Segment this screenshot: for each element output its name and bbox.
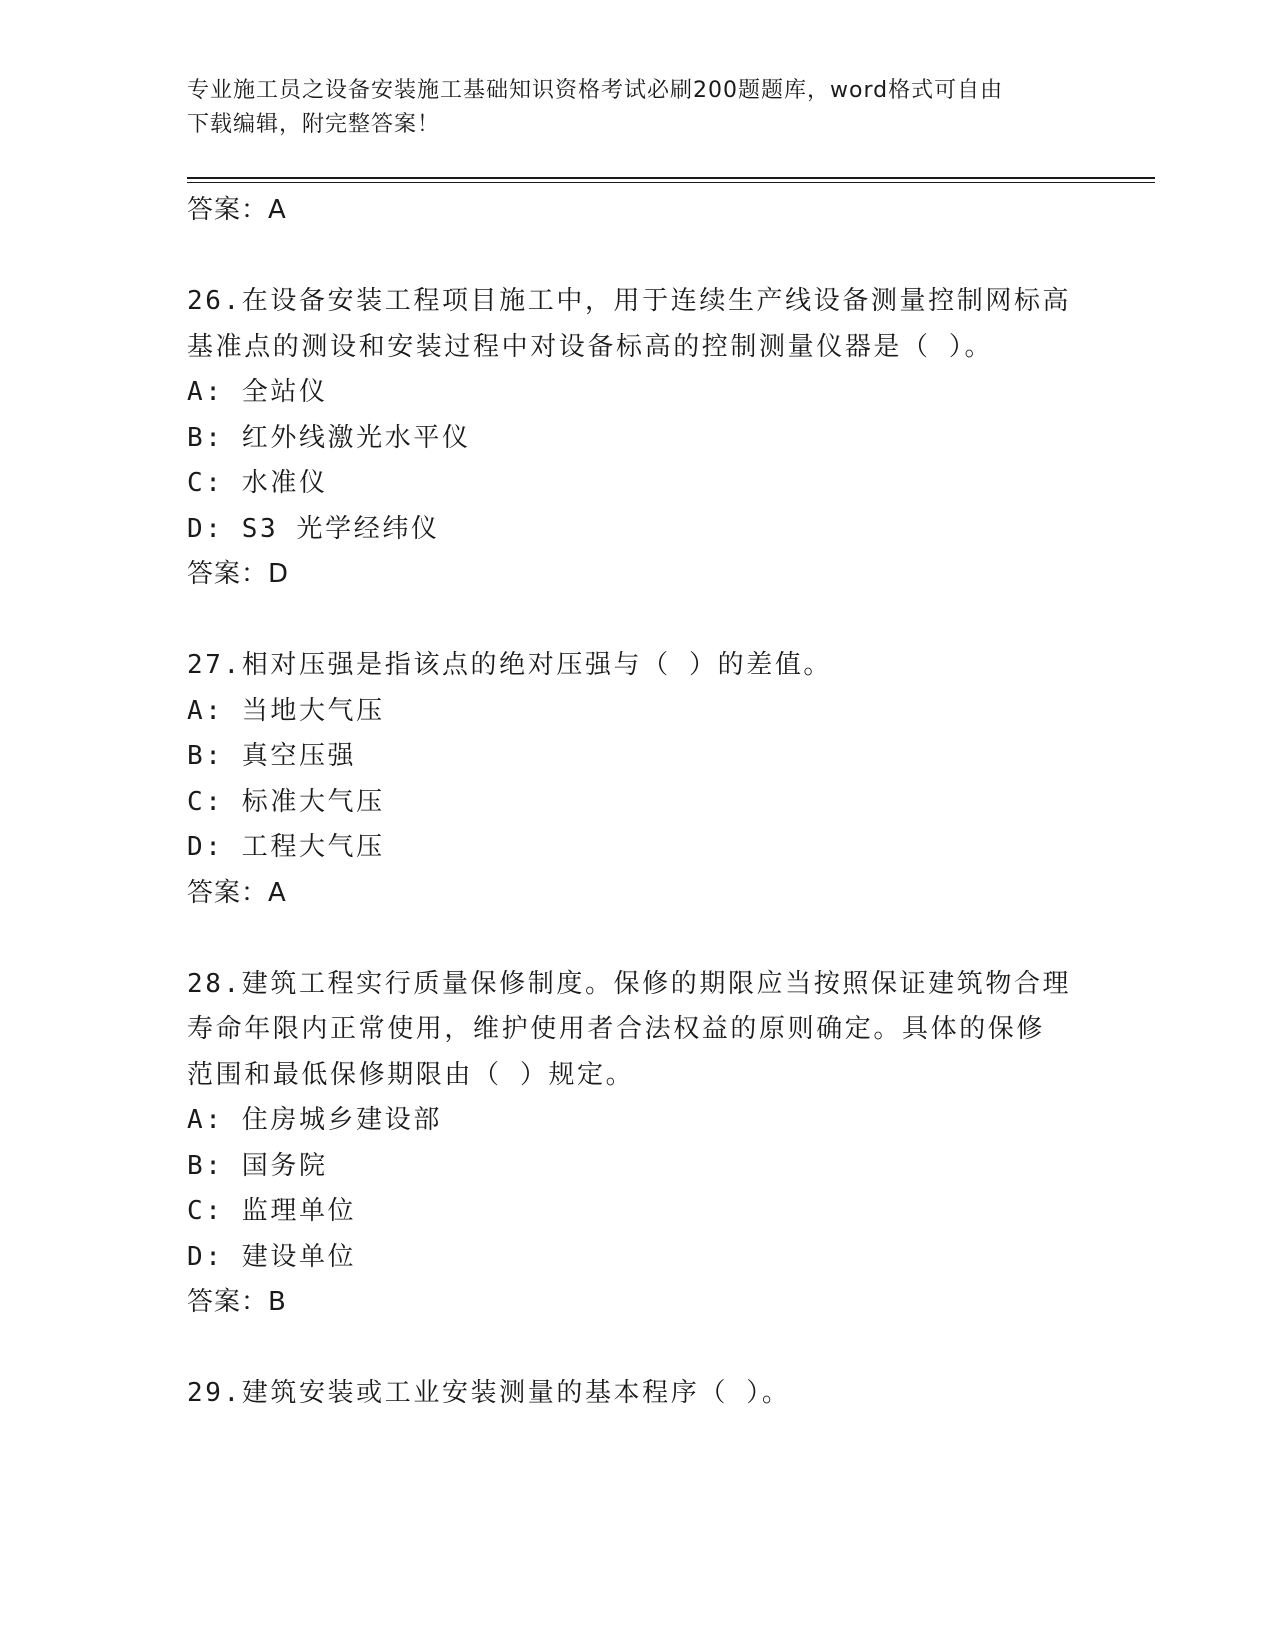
option-item: B: 国务院 bbox=[187, 1150, 328, 1181]
header-divider-thin bbox=[187, 182, 1155, 183]
question-stem: 28.建筑工程实行质量保修制度。保修的期限应当按照保证建筑物合理 bbox=[187, 968, 1072, 999]
document-header bbox=[187, 74, 1067, 142]
option-item: A: 住房城乡建设部 bbox=[187, 1105, 442, 1135]
question-block bbox=[187, 1371, 1087, 1417]
question-block bbox=[187, 962, 1087, 1326]
question-block bbox=[187, 643, 1087, 916]
question-content bbox=[187, 188, 1087, 1417]
option-item: C: 水准仪 bbox=[187, 468, 328, 498]
question-stem: 29.建筑安装或工业安装测量的基本程序（ ）。 bbox=[187, 1378, 791, 1408]
header-divider bbox=[187, 177, 1155, 179]
answer-line: 答案：D bbox=[187, 559, 290, 589]
header-line-1: 专业施工员之设备安装施工基础知识资格考试必刷200题题库，word格式可自由 bbox=[187, 78, 1004, 103]
question-stem: 基准点的测设和安装过程中对设备标高的控制测量仪器是（ ）。 bbox=[187, 331, 994, 362]
answer-line: 答案：B bbox=[187, 1287, 287, 1317]
question-stem: 范围和最低保修期限由（ ）规定。 bbox=[187, 1059, 635, 1090]
spacer bbox=[187, 234, 1087, 280]
answer-line: 答案：A bbox=[187, 195, 287, 225]
option-item: D: S3 光学经纬仪 bbox=[187, 513, 440, 544]
answer-line: 答案：A bbox=[187, 877, 287, 908]
spacer bbox=[187, 598, 1087, 644]
option-item: D: 建设单位 bbox=[187, 1241, 357, 1272]
option-item: C: 监理单位 bbox=[187, 1196, 357, 1226]
question-stem: 27.相对压强是指该点的绝对压强与（ ）的差值。 bbox=[187, 650, 833, 680]
question-stem: 寿命年限内正常使用，维护使用者合法权益的原则确定。具体的保修 bbox=[187, 1014, 1046, 1044]
spacer bbox=[187, 916, 1087, 962]
option-item: B: 真空压强 bbox=[187, 741, 357, 771]
option-item: C: 标准大气压 bbox=[187, 786, 385, 817]
question-stem: 26.在设备安装工程项目施工中，用于连续生产线设备测量控制网标高 bbox=[187, 286, 1072, 316]
option-item: A: 当地大气压 bbox=[187, 695, 385, 726]
option-item: A: 全站仪 bbox=[187, 377, 328, 407]
question-block bbox=[187, 279, 1087, 598]
spacer bbox=[187, 1326, 1087, 1372]
option-item: D: 工程大气压 bbox=[187, 832, 385, 862]
header-line-2: 下载编辑，附完整答案！ bbox=[187, 112, 441, 137]
option-item: B: 红外线激光水平仪 bbox=[187, 422, 471, 453]
